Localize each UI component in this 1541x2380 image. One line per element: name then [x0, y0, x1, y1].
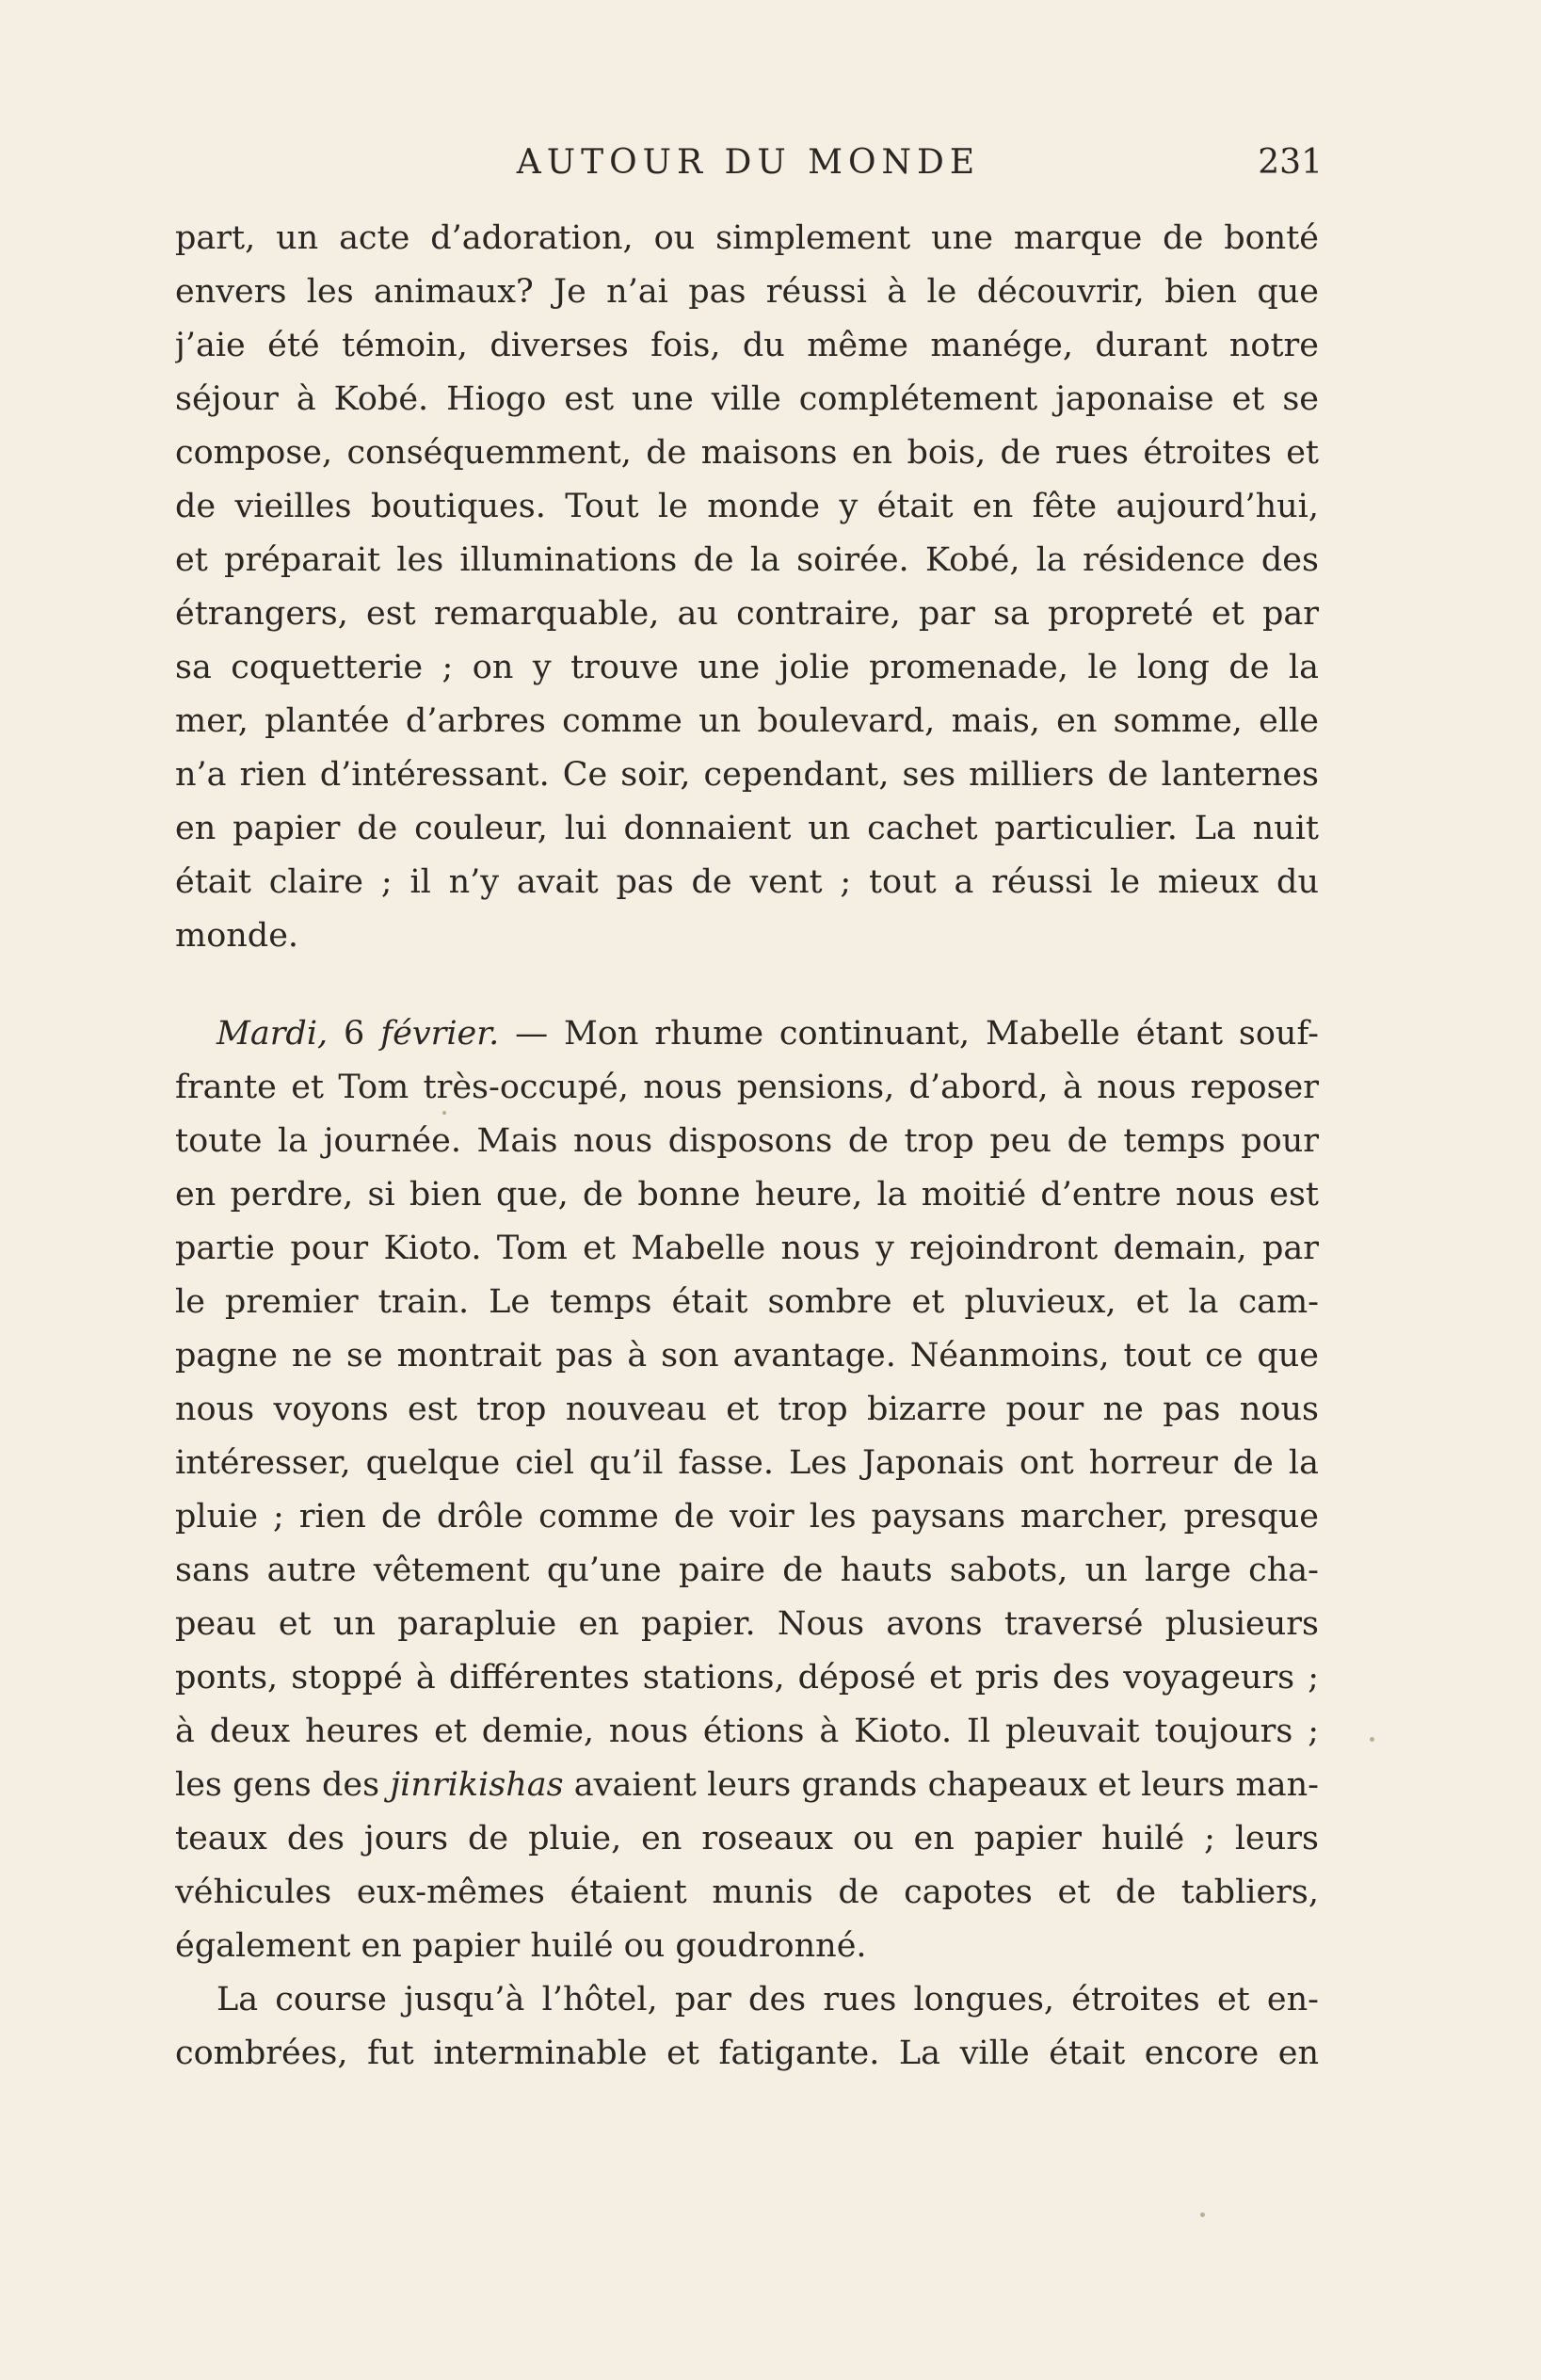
- text-line: et préparait les illuminations de la soirée. Kobé, la résidence des: [175, 541, 1319, 579]
- text-line: sans autre vêtement qu’une paire de hauts sabots, un large cha-: [175, 1552, 1319, 1589]
- paragraph: [175, 1007, 1319, 1973]
- text-line: véhicules eux-mêmes étaient munis de capotes et de tabliers,: [175, 1873, 1319, 1911]
- text-line: également en papier huilé ou goudronné.: [175, 1927, 867, 1965]
- paper-speck: [1200, 2212, 1205, 2217]
- paragraph: [175, 1973, 1319, 2081]
- text-line: frante et Tom très-occupé, nous pensions, d’abord, à nous reposer: [175, 1069, 1319, 1106]
- paper-speck: [1370, 1737, 1374, 1742]
- page-number: 231: [1258, 143, 1323, 182]
- text-line: sa coquetterie ; on y trouve une jolie promenade, le long de la: [175, 649, 1319, 686]
- text-line: combrées, fut interminable et fatigante. La ville était encore en: [175, 2034, 1319, 2072]
- text-line: en perdre, si bien que, de bonne heure, la moitié d’entre nous est: [175, 1176, 1319, 1214]
- text-line: pluie ; rien de drôle comme de voir les paysans marcher, presque: [175, 1498, 1319, 1536]
- text-line: toute la journée. Mais nous disposons de trop peu de temps pour: [175, 1122, 1319, 1160]
- italic-word: jinrikishas: [390, 1766, 564, 1804]
- running-title: AUTOUR DU MONDE: [516, 143, 981, 182]
- date-month: février.: [380, 1015, 500, 1053]
- text-line: compose, conséquemment, de maisons en bois, de rues étroites et: [175, 434, 1319, 472]
- text-line: pagne ne se montrait pas à son avantage. Néanmoins, tout ce que: [175, 1337, 1319, 1375]
- text-line: [175, 1759, 1319, 1812]
- paper-speck: [442, 1111, 446, 1115]
- text-line: à deux heures et demie, nous étions à Kioto. Il pleuvait toujours ;: [175, 1713, 1319, 1750]
- text-line: partie pour Kioto. Tom et Mabelle nous y rejoindront demain, par: [175, 1230, 1319, 1267]
- date-number: 6: [328, 1015, 381, 1053]
- text-line: nous voyons est trop nouveau et trop bizarre pour ne pas nous: [175, 1391, 1319, 1428]
- text-line: peau et un parapluie en papier. Nous avons traversé plusieurs: [175, 1605, 1319, 1643]
- line-text: — Mon rhume continuant, Mabelle étant souf-: [499, 1015, 1319, 1053]
- paragraph: [175, 212, 1319, 963]
- text-line: intéresser, quelque ciel qu’il fasse. Les Japonais ont horreur de la: [175, 1444, 1319, 1482]
- paragraph-gap: [175, 963, 1319, 1007]
- text-line: teaux des jours de pluie, en roseaux ou en papier huilé ; leurs: [175, 1820, 1319, 1857]
- text-line: étrangers, est remarquable, au contraire, par sa propreté et par: [175, 595, 1319, 633]
- text-line: de vieilles boutiques. Tout le monde y était en fête aujourd’hui,: [175, 488, 1319, 525]
- text-line: j’aie été témoin, diverses fois, du même manége, durant notre: [175, 327, 1319, 364]
- text-line: mer, plantée d’arbres comme un boulevard, mais, en somme, elle: [175, 702, 1319, 740]
- text-line: séjour à Kobé. Hiogo est une ville complétement japonaise et se: [175, 380, 1319, 418]
- date-day: Mardi,: [217, 1015, 329, 1053]
- line-text: avaient leurs grands chapeaux et leurs man-: [563, 1766, 1319, 1804]
- text-line: part, un acte d’adoration, ou simplement une marque de bonté: [175, 219, 1319, 257]
- text-line: ponts, stoppé à différentes stations, déposé et pris des voyageurs ;: [175, 1659, 1319, 1697]
- text-line: en papier de couleur, lui donnaient un cachet particulier. La nuit: [175, 810, 1319, 847]
- text-line: monde.: [175, 917, 299, 955]
- text-line: La course jusqu’à l’hôtel, par des rues longues, étroites et en-: [217, 1981, 1319, 2018]
- text-line: [175, 1007, 1319, 1061]
- body-text: [175, 212, 1319, 2081]
- running-head: [174, 139, 1323, 186]
- text-line: était claire ; il n’y avait pas de vent ; tout a réussi le mieux du: [175, 863, 1319, 901]
- text-line: envers les animaux? Je n’ai pas réussi à le découvrir, bien que: [175, 273, 1319, 311]
- text-line: n’a rien d’intéressant. Ce soir, cependant, ses milliers de lanternes: [175, 756, 1319, 794]
- line-text: les gens des: [175, 1766, 391, 1804]
- text-line: le premier train. Le temps était sombre et pluvieux, et la cam-: [175, 1283, 1319, 1321]
